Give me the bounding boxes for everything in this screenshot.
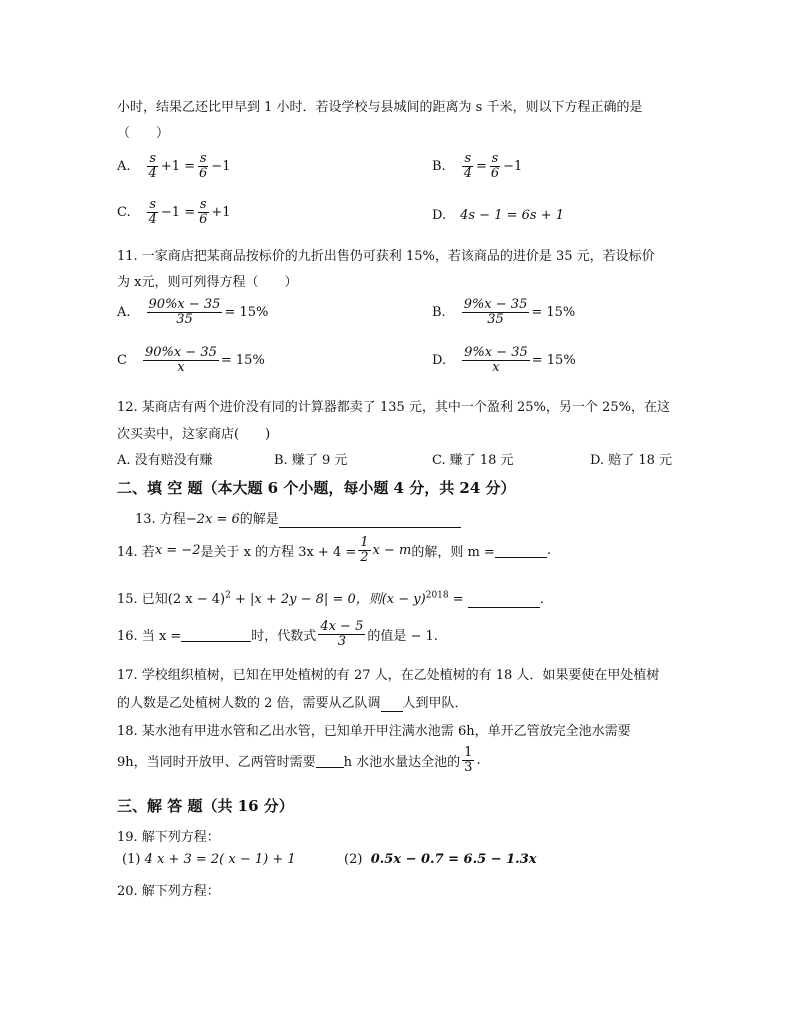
q11-stem-line2: 为 x元，则可列得方程（ ） <box>117 275 298 290</box>
q12-option-a[interactable]: A. 没有赔没有赚 <box>117 453 213 468</box>
option-label: A. <box>117 158 131 174</box>
q16: 16. 当 x = 时，代数式 $\frac{4x - 5}{3}$ 的值是 − 1. <box>117 619 438 649</box>
q13-answer-blank[interactable] <box>279 512 461 528</box>
q12-option-b[interactable]: B. 赚了 9 元 <box>274 453 348 468</box>
q14-answer-blank[interactable] <box>495 542 547 558</box>
q15-answer-blank[interactable] <box>468 592 540 608</box>
q14: 14. 若 x = −2 是关于 x 的方程 3x + 4 = $\frac{1}{2}$ x − m 的解，则 m = . <box>117 535 552 565</box>
option-label: C. <box>117 204 131 220</box>
q10-stem: 小时，结果乙还比甲早到 1 小时．若设学校与县城间的距离为 s 千米，则以下方程正确的是 <box>117 100 643 115</box>
q19-title: 19. 解下列方程： <box>117 830 220 845</box>
q12-stem-line1: 12. 某商店有两个进价没有同的计算器都卖了 135 元，其中一个盈利 25%，另一个 25%，在这 <box>117 400 670 415</box>
section-heading-fill-blank: 二、填 空 题（本大题 6 个小题，每小题 4 分，共 24 分） <box>117 479 516 497</box>
q11-option-c[interactable]: C $\frac{90\%x - 35}{x}$ = 15% <box>117 345 265 375</box>
q12-option-d[interactable]: D. 赔了 18 元 <box>590 453 673 468</box>
section-heading-solve: 三、解 答 题（共 16 分） <box>117 797 294 815</box>
q19-part2: (2) 0.5x − 0.7 = 6.5 − 1.3x <box>344 852 537 867</box>
q10-option-c[interactable]: C. $\frac{s}{4}$ −1 = $\frac{s}{6}$ +1 <box>117 197 231 227</box>
q11-option-d[interactable]: D. $\frac{9\%x - 35}{x}$ = 15% <box>432 345 576 375</box>
q10-option-d[interactable] <box>432 208 564 223</box>
q11-option-a[interactable]: A. $\frac{90\%x - 35}{35}$ = 15% <box>117 297 269 327</box>
q18-answer-blank[interactable] <box>316 752 344 768</box>
q16-answer-blank[interactable] <box>181 626 251 642</box>
q17-line1: 17. 学校组织植树，已知在甲处植树的有 27 人，在乙处植树的有 18 人．如果要使在甲处植树 <box>117 668 660 683</box>
option-label: D. <box>432 208 447 223</box>
q20-title: 20. 解下列方程： <box>117 884 220 899</box>
option-text: 4s − 1 = 6s + 1 <box>460 208 564 223</box>
q19-part1: (1) 4 x + 3 = 2( x − 1) + 1 <box>122 852 296 867</box>
q12-option-c[interactable]: C. 赚了 18 元 <box>432 453 514 468</box>
q10-option-b[interactable]: B. $\frac{s}{4}$ = $\frac{s}{6}$ −1 <box>432 151 523 181</box>
option-label: B. <box>432 158 446 174</box>
q12-stem-line2: 次买卖中，这家商店( ) <box>117 427 271 442</box>
q10-option-a[interactable]: A. $\frac{s}{4}$ +1 = $\frac{s}{6}$ −1 <box>117 151 231 181</box>
q17-line2: 的人数是乙处植树人数的 2 倍，需要从乙队调 人到甲队． <box>117 696 468 711</box>
q18-line2: 9h，当同时开放甲、乙两管时需要 h 水池水量达全池的 $\frac{1}{3}$ . <box>117 745 481 775</box>
q11-option-b[interactable]: B. $\frac{9\%x - 35}{35}$ = 15% <box>432 297 576 327</box>
q11-stem-line1: 11. 一家商店把某商品按标价的九折出售仍可获利 15%，若该商品的进价是 35 元，若设标价 <box>117 249 655 264</box>
q10-answer-paren: （ ） <box>117 126 170 141</box>
q17-answer-blank[interactable] <box>381 696 403 712</box>
q13: 13. 方程−2x = 6的解是 <box>135 508 461 528</box>
q15: 15. 已知(2 x − 4)$^2$ + |x + 2y − 8| = 0，则$(x - y)^{2018}$ = . <box>117 590 544 607</box>
q18-line1: 18. 某水池有甲进水管和乙出水管，已知单开甲注满水池需 6h，单开乙管放完全池水需要 <box>117 724 631 739</box>
